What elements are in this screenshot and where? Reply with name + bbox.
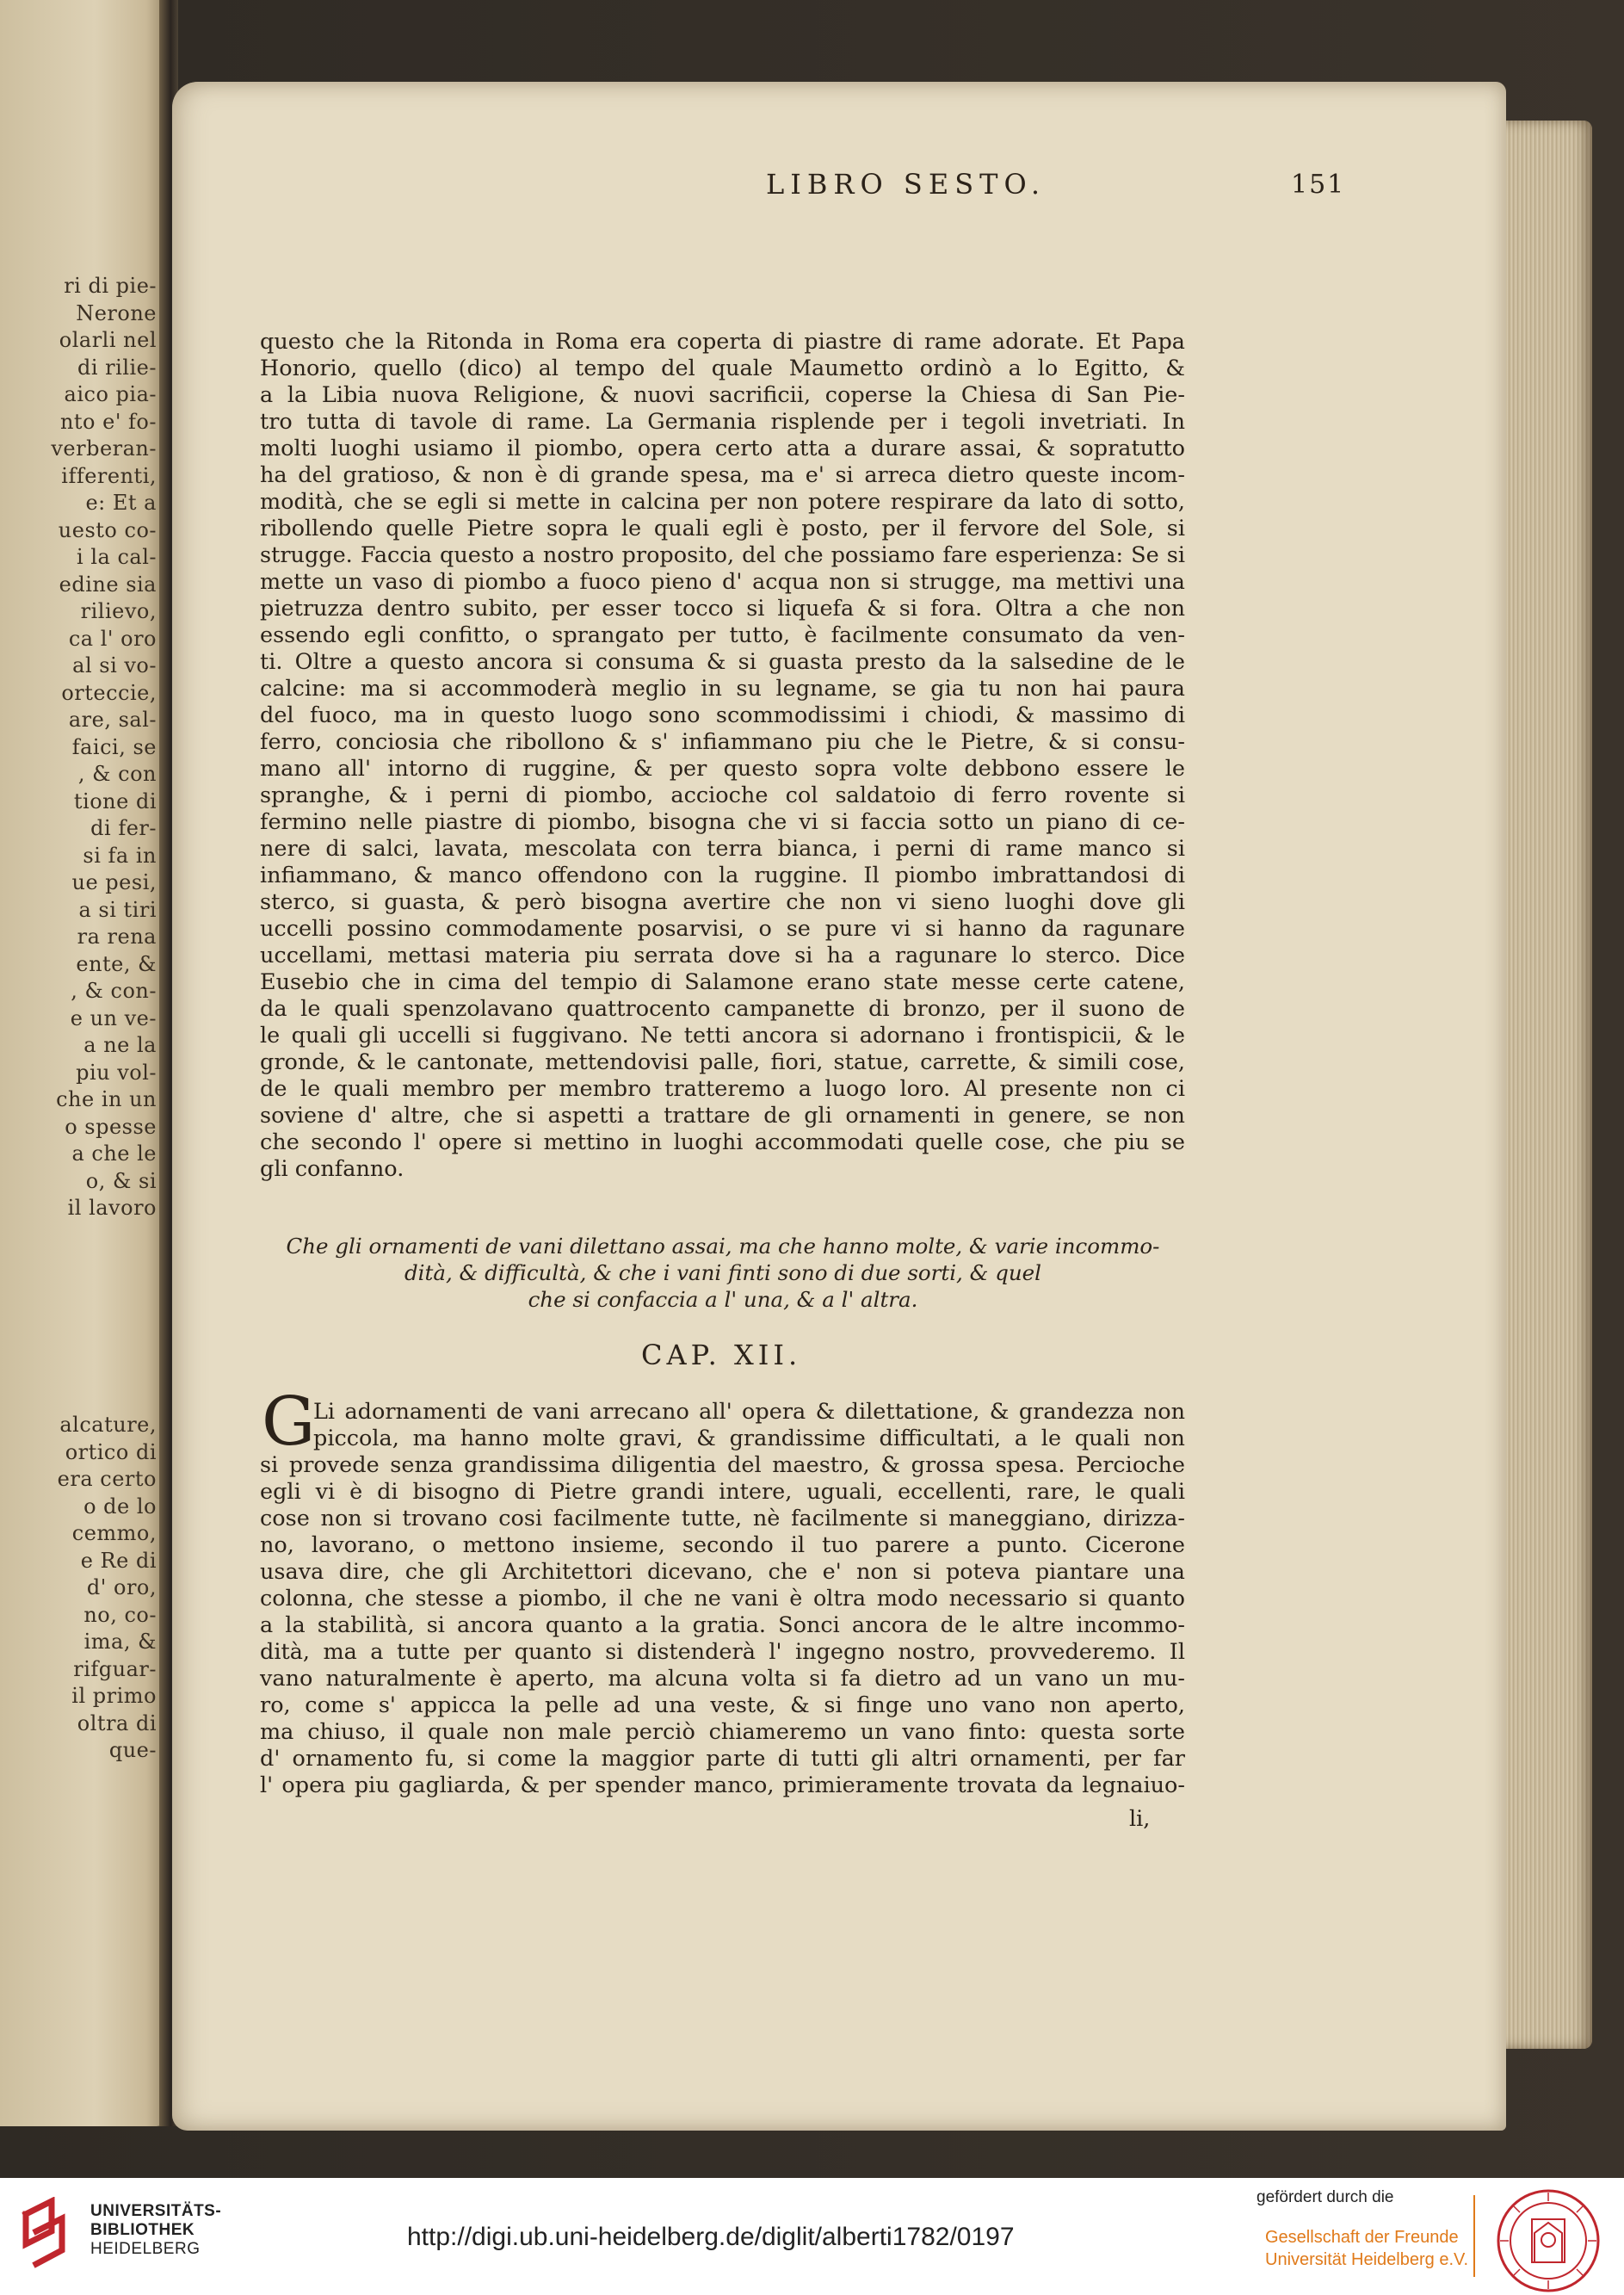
text-line: nere di salci, lavata, mescolata con terra bianca, i perni di rame manco si — [260, 836, 1185, 862]
previous-page-line: al si vo- — [72, 653, 157, 677]
previous-page-line: il primo — [71, 1684, 157, 1708]
text-line: colonna, che stesse a piombo, il che ne vani è oltra modo necessario si quanto — [260, 1586, 1185, 1611]
text-line: Li adornamenti de vani arrecano all' opera & dilettatione, & grandezza non — [313, 1399, 1185, 1425]
previous-page-line: a si tiri — [78, 897, 157, 922]
library-name-line2: BIBLIOTHEK — [90, 2221, 195, 2239]
previous-page-line: a ne la — [83, 1033, 157, 1057]
summary-line: Che gli ornamenti de vani dilettano assai, ma che hanno molte, & varie incommo- — [286, 1234, 1160, 1259]
previous-page-line: che in un — [56, 1087, 157, 1111]
text-line: calcine: ma si accommoderà meglio in su legname, se gia tu non hai paura — [260, 676, 1185, 702]
university-seal-icon — [1496, 2188, 1601, 2293]
text-line: sterco, si guasta, & però bisogna avertire che non vi sieno luoghi dove gli — [260, 889, 1185, 915]
text-line: ti. Oltre a questo ancora si consuma & si guasta presto da la salsedine de le — [260, 649, 1185, 675]
previous-page-line: verberan- — [51, 436, 157, 461]
previous-page-line: ca l' oro — [68, 626, 157, 651]
text-line: a la stabilità, si ancora quanto a la gratia. Sonci ancora de le altre incommo- — [260, 1612, 1185, 1638]
text-line: dità, ma a tutte per quanto si distenderà l' ingegno nostro, provvederemo. Il — [260, 1639, 1185, 1665]
previous-page-line: uesto co- — [58, 517, 157, 542]
text-line: si provede senza grandissima diligentia del maestro, & grossa spesa. Percioche — [260, 1452, 1185, 1478]
text-line: gronde, & le cantonate, mettendovisi palle, fiori, statue, carrette, & simili cose, — [260, 1049, 1185, 1075]
previous-page-line: di rilie- — [77, 355, 157, 380]
text-line: d' ornamento fu, si come la maggior parte di tutti gli altri ornamenti, per far — [260, 1746, 1185, 1772]
previous-page-line: ente, & — [76, 951, 157, 976]
previous-page-line: rifguar- — [73, 1656, 157, 1681]
previous-page-line: ue pesi, — [71, 870, 157, 894]
text-line: ha del gratioso, & non è di grande spesa, ma e' si arreca dietro queste incom- — [260, 462, 1185, 488]
previous-page-line: no, co- — [83, 1602, 157, 1627]
text-line: uccelli possino commodamente posarvisi, o se pure vi si hanno da ragunare — [260, 916, 1185, 942]
previous-page-line: , & con- — [71, 979, 157, 1003]
previous-page-line: orteccie, — [61, 680, 157, 705]
text-line: fermino nelle piastre di piombo, bisogna che vi si faccia sotto un piano di ce- — [260, 809, 1185, 835]
previous-page-line: olarli nel — [59, 328, 157, 352]
text-line: strugge. Faccia questo a nostro proposito, del che possiamo fare esperienza: Se si — [260, 542, 1185, 568]
previous-page-line: di fer- — [90, 816, 157, 840]
text-line: a la Libia nuova Religione, & nuovi sacrificii, coperse la Chiesa di San Pie- — [260, 382, 1185, 408]
funded-by-label: gefördert durch die — [1257, 2188, 1394, 2206]
text-line: pietruzza dentro subito, per esser tocco si liquefa & si fora. Oltra a che non — [260, 596, 1185, 622]
previous-page-line: ortico di — [65, 1439, 157, 1464]
previous-page-line: d' oro, — [86, 1575, 157, 1599]
previous-page-line: ifferenti, — [61, 463, 157, 488]
previous-page-line: e Re di — [80, 1548, 157, 1573]
library-name-line1: UNIVERSITÄTS- — [90, 2202, 222, 2220]
text-line: mano all' intorno di ruggine, & per questo sopra volte debbono essere le — [260, 756, 1185, 782]
previous-page-edge — [0, 0, 172, 2126]
text-line: ma chiuso, il quale non male perciò chiameremo un vano finto: questa sorte — [260, 1719, 1185, 1745]
previous-page-line: il lavoro — [67, 1196, 157, 1220]
permalink-url[interactable]: http://digi.ub.uni-heidelberg.de/diglit/alberti1782/0197 — [407, 2223, 1015, 2251]
text-line: de le quali membro per membro tratteremo a luogo loro. Al presente non ci — [260, 1076, 1185, 1102]
page-number: 151 — [1291, 170, 1346, 200]
previous-page-line: e un ve- — [70, 1005, 157, 1030]
previous-page-line: ima, & — [83, 1630, 157, 1654]
footer-bar — [0, 2178, 1624, 2295]
text-line: le quali gli uccelli si fuggivano. Ne tetti ancora si adornano i frontispicii, & le — [260, 1023, 1185, 1049]
previous-page-line: are, sal- — [68, 708, 157, 732]
text-line: che secondo l' opere si mettino in luoghi accommodati quelle cose, che piu se — [260, 1129, 1185, 1155]
text-line: gli confanno. — [260, 1156, 404, 1182]
previous-page-line: faici, se — [71, 734, 157, 759]
chapter-text — [260, 1399, 1185, 1799]
text-line: Eusebio che in cima del tempio di Salamone erano state messe certe catene, — [260, 969, 1185, 995]
previous-page-line: cemmo, — [71, 1521, 157, 1545]
text-line: infiammano, & manco offendono con la ruggine. Il piombo imbrattandosi di — [260, 863, 1185, 888]
text-line: essendo egli confitto, o sprangato per tutto, è facilmente consumato da ven- — [260, 622, 1185, 648]
text-line: spranghe, & i perni di piombo, accioche col saldatoio di ferro rovente si — [260, 783, 1185, 808]
summary-line: che si confaccia a l' una, & a l' altra. — [528, 1287, 918, 1312]
text-line: cose non si trovano cosi facilmente tutte, nè facilmente si maneggiano, dirizza- — [260, 1506, 1185, 1531]
text-line: vano naturalmente è aperto, ma alcuna volta si fa dietro ad un vano un mu- — [260, 1666, 1185, 1692]
text-line: uccellami, mettasi materia piu serrata dove si ha a ragunare lo sterco. Dice — [260, 943, 1185, 968]
university-library-logo-icon — [17, 2197, 77, 2270]
previous-page-line: ra rena — [77, 925, 157, 949]
text-line: mette un vaso di piombo a fuoco pieno d' acqua non si strugge, ma mettivi una — [260, 569, 1185, 595]
previous-page-line: a che le — [71, 1141, 157, 1166]
previous-page-line: oltra di — [77, 1710, 157, 1735]
text-line: Honorio, quello (dico) al tempo del quale Maumetto ordinò a lo Egitto, & — [260, 356, 1185, 381]
previous-page-line: i la cal- — [77, 545, 157, 569]
previous-page-line: si fa in — [83, 843, 157, 868]
society-name-line1: Gesellschaft der Freunde — [1265, 2228, 1459, 2247]
text-line: ribollendo quelle Pietre sopra le quali egli è posto, per il fervore del Sole, si — [260, 516, 1185, 541]
text-line: questo che la Ritonda in Roma era coperta di piastre di rame adorate. Et Papa — [260, 329, 1185, 355]
previous-page-line: era certo — [57, 1467, 157, 1491]
previous-page-text — [0, 0, 172, 2126]
summary-line: dità, & difficultà, & che i vani finti sono di due sorti, & quel — [404, 1260, 1042, 1285]
text-line: del fuoco, ma in questo luogo sono scommodissimi i chiodi, & massimo di — [260, 702, 1185, 728]
footer-divider — [1473, 2195, 1475, 2277]
previous-page-line: , & con — [77, 762, 157, 786]
previous-page-line: o, & si — [85, 1168, 157, 1193]
running-title: LIBRO SESTO. — [766, 168, 1046, 201]
previous-page-line: Nerone — [76, 300, 157, 325]
chapter-heading: CAP. XII. — [641, 1339, 802, 1371]
drop-cap: G — [262, 1383, 316, 1461]
text-line: l' opera piu gagliarda, & per spender manco, primieramente trovata da legnaiuo- — [260, 1772, 1185, 1798]
previous-page-line: nto e' fo- — [59, 409, 157, 434]
text-line: usava dire, che gli Architettori dicevano, che e' non si poteva piantare una — [260, 1559, 1185, 1585]
previous-page-line: ri di pie- — [64, 274, 157, 298]
previous-page-line: o spesse — [65, 1114, 157, 1139]
previous-page-line: e: Et a — [85, 491, 157, 515]
text-line: ro, come s' appicca la pelle ad una veste, & si finge uno vano non aperto, — [260, 1692, 1185, 1718]
previous-page-line: piu vol- — [76, 1060, 157, 1085]
chapter-summary — [258, 1233, 1188, 1313]
text-line: ferro, conciosia che ribollono & s' infiammano piu che le Pietre, & si consu- — [260, 729, 1185, 755]
previous-page-line: alcature, — [59, 1413, 157, 1437]
previous-page-line: tione di — [73, 789, 157, 813]
society-name-line2: Universität Heidelberg e.V. — [1265, 2250, 1469, 2269]
page-fore-edge — [1497, 121, 1592, 2049]
library-name-line3: HEIDELBERG — [90, 2240, 201, 2258]
text-line: modità, che se egli si mette in calcina per non potere respirare da lato di sotto, — [260, 489, 1185, 515]
text-line: molti luoghi usiamo il piombo, opera certo atta a durare assai, & sopratutto — [260, 436, 1185, 461]
text-line: piccola, ma hanno molte gravi, & grandissime difficultati, a le quali non — [313, 1426, 1185, 1451]
catchword: li, — [1129, 1806, 1151, 1832]
society-name — [1265, 2226, 1468, 2271]
previous-page-line: aico pia- — [64, 382, 157, 406]
previous-page-line: que- — [108, 1738, 157, 1762]
previous-page-line: rilievo, — [80, 599, 157, 623]
text-line: soviene d' altre, che si aspetti a trattare de gli ornamenti in genere, se non — [260, 1103, 1185, 1129]
text-line: da le quali spenzolavano quattrocento campanette di bronzo, per il suono de — [260, 996, 1185, 1022]
previous-page-line: edine sia — [59, 572, 157, 597]
text-line: egli vi è di bisogno di Pietre grandi intere, uguali, eccellenti, rare, le quali — [260, 1479, 1185, 1505]
text-line: no, lavorano, o mettono insieme, secondo il tuo parere a punto. Cicerone — [260, 1532, 1185, 1558]
library-name — [90, 2202, 221, 2259]
previous-page-line: o de lo — [83, 1494, 157, 1519]
body-text — [260, 329, 1185, 1183]
text-line: tro tutta di tavole di rame. La Germania risplende per i tegoli invetriati. In — [260, 409, 1185, 435]
